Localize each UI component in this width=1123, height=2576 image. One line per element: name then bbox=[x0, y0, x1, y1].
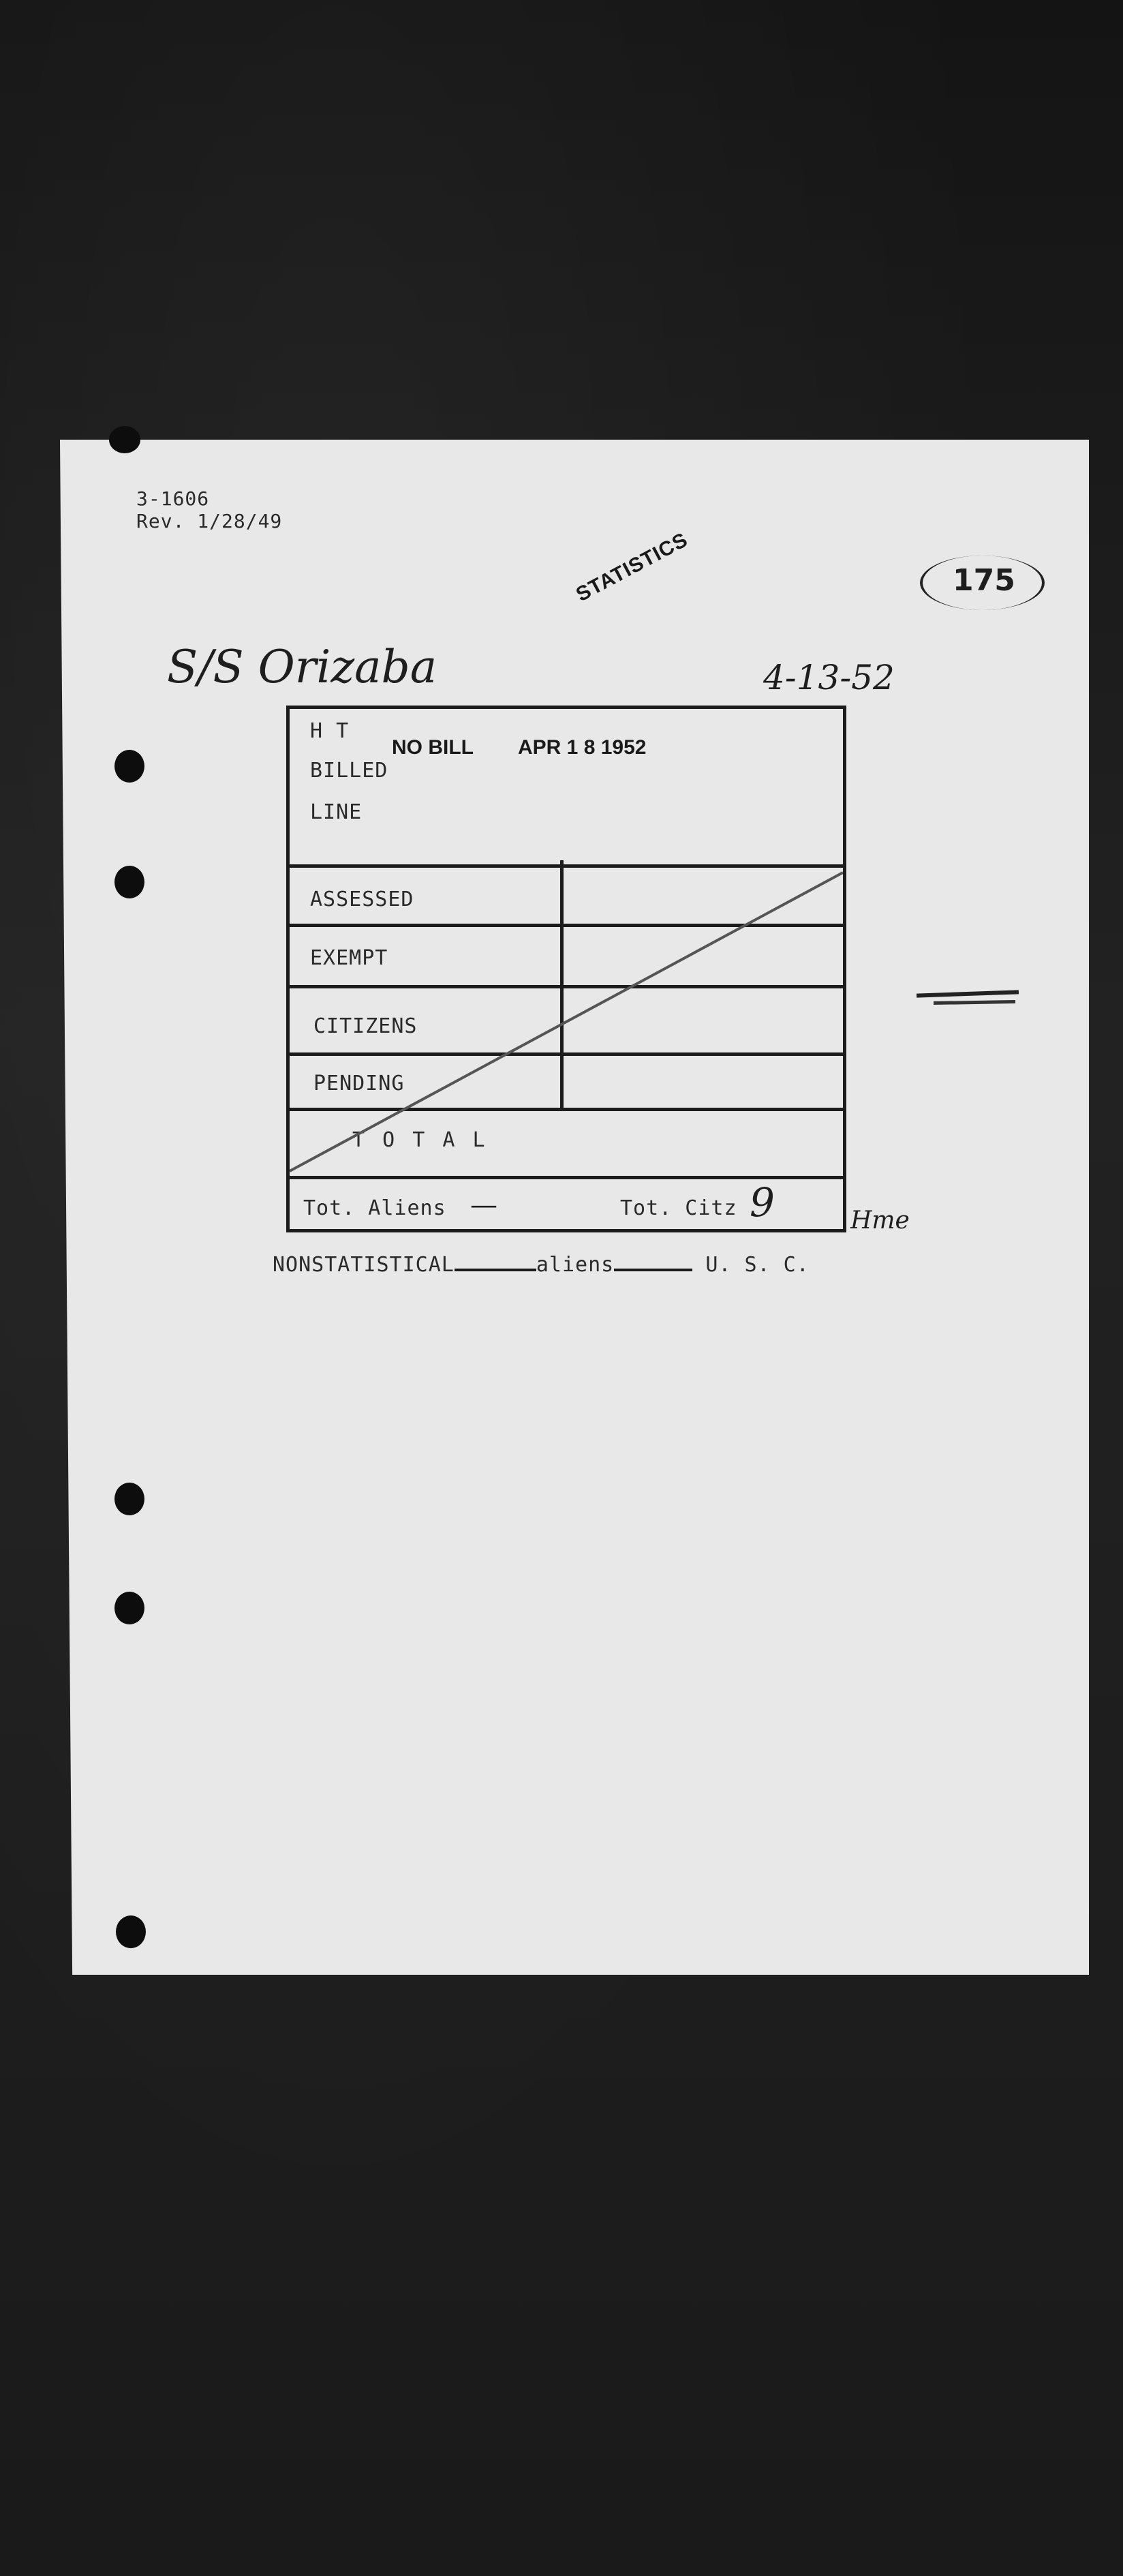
assessed-label: ASSESSED bbox=[310, 888, 414, 911]
nonstatistical-blank bbox=[455, 1269, 536, 1271]
statistics-stamp: STATISTICS bbox=[572, 528, 692, 607]
punch-hole bbox=[114, 866, 144, 898]
punch-hole bbox=[114, 1483, 144, 1515]
pending-label: PENDING bbox=[313, 1072, 405, 1095]
form-number: 3-1606 bbox=[136, 487, 210, 510]
nonstatistical-line bbox=[273, 1253, 810, 1277]
ht-label: H T bbox=[310, 719, 350, 743]
aliens-blank bbox=[614, 1269, 692, 1271]
tot-aliens-label: Tot. Aliens bbox=[303, 1196, 446, 1220]
no-bill-stamp: NO BILL bbox=[392, 736, 474, 759]
clerk-initials: Hme bbox=[850, 1207, 910, 1234]
total-label: T O T A L bbox=[352, 1128, 488, 1152]
exempt-label: EXEMPT bbox=[310, 946, 388, 970]
tot-citz-value: 9 bbox=[750, 1179, 775, 1226]
nonstatistical-label: NONSTATISTICAL bbox=[273, 1253, 455, 1277]
tot-aliens-value: — bbox=[470, 1189, 497, 1221]
usc-label: U. S. C. bbox=[705, 1253, 810, 1277]
punch-hole bbox=[114, 750, 144, 783]
citizens-label: CITIZENS bbox=[313, 1014, 418, 1038]
billed-label: BILLED bbox=[310, 759, 388, 783]
form-revision: Rev. 1/28/49 bbox=[136, 510, 283, 532]
punch-hole bbox=[114, 1592, 144, 1624]
punch-hole bbox=[116, 1915, 146, 1948]
punch-hole bbox=[109, 426, 140, 453]
date-stamp: APR 1 8 1952 bbox=[518, 736, 647, 759]
diagonal-strike-line bbox=[290, 709, 843, 1229]
vessel-name: S/S Orizaba bbox=[167, 641, 437, 693]
tot-citz-label: Tot. Citz bbox=[620, 1196, 737, 1220]
aliens-label: aliens bbox=[536, 1253, 615, 1277]
statistics-form-box bbox=[286, 706, 846, 1232]
page-number: 175 bbox=[953, 563, 1015, 598]
line-label: LINE bbox=[310, 800, 363, 824]
arrival-date: 4-13-52 bbox=[763, 658, 895, 697]
